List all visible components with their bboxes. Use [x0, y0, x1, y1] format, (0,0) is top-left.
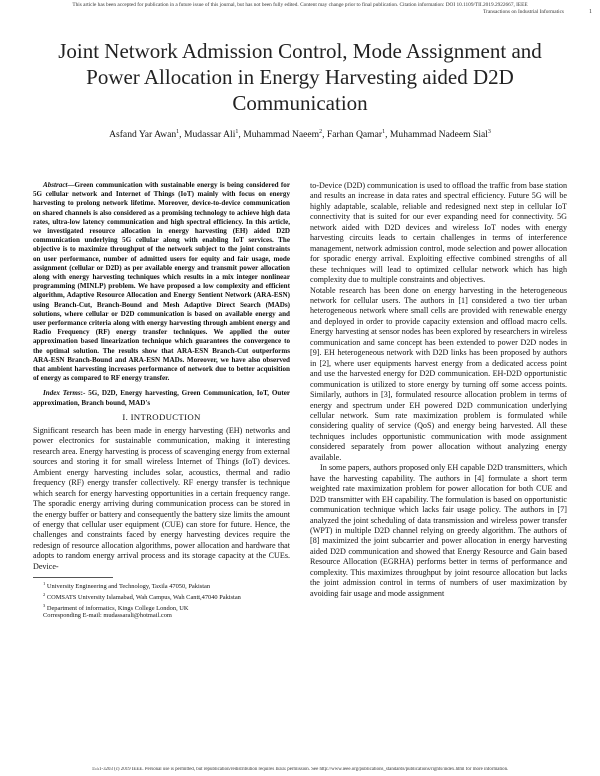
paper-title: Joint Network Admission Control, Mode Assignment and Power Allocation in Energy Harvesting aided D2D Communication	[58, 39, 542, 115]
page-number: 1	[589, 9, 592, 15]
author-affil: 2	[319, 129, 323, 135]
author-name: Farhan Qamar	[326, 129, 383, 141]
footnote-mark: 2	[43, 591, 46, 597]
index-terms-label: Index Terms	[43, 389, 81, 398]
author-name: Mudassar Ali	[183, 129, 236, 141]
journal-name: Transactions on Industrial Informatics	[483, 8, 564, 15]
author-name: Asfand Yar Awan	[109, 129, 177, 141]
footnote-text: University Engineering and Technology, Taxila 47050, Pakistan	[46, 583, 211, 591]
intro-paragraph: Significant research has been made in energy harvesting (EH) networks and power electronics for sustainable communication, making it interesting research area. Energy harvesting is process of scavenging energy from external sources and storing it for small wireless Internet of Things (IoT) devices. Ambient energy harvesting includes solar, acoustics, thermal and radio frequency (RF) energy transfer collectively. RF energy transfer is technique which search for energy harvesting opportunities in a certain frequency range. The sporadic energy arriving during communication process can be stored in the energy buffer or battery and consequently the battery size limits the amount of energy that cellular user equipment (CUE) can store for future. Hence, the challenges and constraints faced by energy harvesting devices require the redesign of resource allocation algorithms, power allocation and hardware that adopts to random energy arrival process and its storage capacity at the CUEs. Device-	[33, 425, 290, 571]
footnote-mark: 3	[43, 602, 46, 608]
section-heading: I. INTRODUCTION	[122, 411, 201, 422]
author-name: Muhammad Naeem	[243, 129, 320, 141]
abstract	[33, 181, 290, 383]
author-affil: 1	[176, 129, 180, 135]
body-paragraph: In some papers, authors proposed only EH capable D2D transmitters, which have the harvesting capability. The authors in [4] formulate a short term weighted rate maximization problem for power allocation for both CUE and D2D transmitter with EH capability. The formulation is based on opportunistic communication technique which lacks fair usage policy. The authors in [7] analyzed the joint scheduling of data transmission and wireless power transfer (WPT) in multiple D2D channel relying on greedy algorithm. The authors of [8] maximized the joint subcarrier and power allocation in energy harvesting aided D2D communication and showed that Energy Resource and Gain based Resource Allocation (EGRHA) performs better in terms of performance and complexity. This maximizes throughput by joint resource allocation but lacks the joint admission control in terms of numbers of user maximization by avoiding fair usage and mode assignment	[310, 463, 567, 598]
footnote	[33, 580, 290, 591]
author-affil: 1	[235, 129, 239, 135]
right-column	[310, 181, 567, 599]
body-paragraph: Notable research has been done on energy harvesting in the heterogeneous network for cellular users. The authors in [1] considered a two tier urban heterogeneous network where small cells are provided with renewable energy and deployed in order to provide capacity extension and offload macro cells. Energy harvesting at sensor nodes has been explored by researchers in wireless communication and same concept has been extended to power D2D nodes in [9]. EH heterogeneous network with D2D links has been proposed by authors in [2], where user equipments harvest energy from a dedicated access point and use the harvested energy for D2D communication. EH-D2D opportunistic communication is utilized to store energy by turning off some access points. Similarly, authors in [3], formulated resource allocation problem in terms of energy and spectrum under EH powered D2D communication underlying cellular network. Sum rate maximization problem is formulated while considering quality of service (QoS) and energy being harvested. All these techniques includes opportunistic communication with mode assignment considered separately from power allocation without analyzing energy available.	[310, 285, 567, 462]
author-affil: 3	[487, 129, 491, 135]
author-list: Asfand Yar Awan$^1$, Mudassar Ali$^1$, Muhammad Naeem$^2$, Farhan Qamar$^1$, Muhammad Nadeem Sial$^3$	[109, 129, 491, 141]
footnote	[33, 591, 290, 602]
footnote-text: COMSATS University Islamabad, Wah Campus, Wah Cantt,47040 Pakistan	[46, 594, 241, 602]
author-name: Muhammad Nadeem Sial	[389, 129, 488, 141]
body-paragraph: to-Device (D2D) communication is used to offload the traffic from base station and results an increase in data rates and spectral efficiency. Future 5G will be highly adaptable, scalable, reliable and redesigned next step in cellular IoT connectivity that is suited for our ever expanding need for connectivity. 5G network aided with D2D devices and wireless IoT nodes with energy harvesting circuits leads to certain challenges in terms of interference management, network admission control, mode selection and power allocation for sporadic energy arrival. Exploiting effective combined strengths of all these techniques will lead to optimized cellular network which has high complexity due to multiple constraints and objectives.	[310, 181, 567, 285]
notice-line: This article has been accepted for publication in a future issue of this journal, but has not been fully edited. Content may change prior to final publication. Citation information: DOI 10.1109/TII.2019.2922667, IEEE	[72, 2, 528, 8]
footnote	[33, 602, 290, 613]
publication-notice	[8, 2, 592, 15]
footnote-text: Department of informatics, Kings College London, UK	[46, 604, 189, 612]
abstract-text: —Green communication with sustainable energy is being considered for 5G cellular network and Internet of Things (IoT) mainly with focus on energy harvesting to prolong network lifetime. Moreover, device-to-device communication on shared channels is also considered as a promising technology to achieve high data rates, ultra-low latency communication and high spectral efficiency. In this article, we investigated resource allocation in energy harvesting (EH) aided D2D communication underlying 5G cellular along with enabling IoT services. The objective is to maximize throughput of the network subject to the joint constraints on user performance, number of admitted users for equity and fair usage, mode assignment (cellular or D2D) as per available energy and transmit power allocation along with energy harvesting techniques which results in a mix integer nonlinear programming (MINLP) problem. We have proposed a low complexity and efficient algorithm, Adaptive Resource Allocation and Energy Sentient Network (ARA-ESN) using Branch-Cut, Branch-Bound and Mesh Adaptive Direct Search (MADs) solutions, where cellular or D2D communication is based on available energy and user performance criteria along with energy harvesting through ambient energy and Radio Frequency (RF) energy transfer techniques. We applied the outer approximation based linearization technique which guarantees the convergence to the optimal solution. The results show that ARA-ESN Branch-Cut outperforms ARA-ESN Branch-Bound and ARA-ESN MADs. Moreover, we have also observed that ambient harvesting increases performance of network due to better acquisition of energy as compared to RF energy transfer.	[33, 181, 290, 383]
index-terms-text: :- 5G, D2D, Energy harvesting, Green Communication, IoT, Outer approximation, Branch bound, MAD's	[33, 389, 290, 407]
index-terms	[33, 389, 290, 407]
copyright-footer: 1551-3203 (c) 2019 IEEE. Personal use is permitted, but republication/redistribution requires IEEE permission. See http://www.ieee.org/publications_standards/publications/rights/index.html for more information.	[91, 767, 509, 772]
footnote-divider	[33, 577, 113, 578]
abstract-label: Abstract	[43, 181, 68, 189]
left-column	[33, 181, 290, 620]
corresponding-email: Corresponding E-mail: mudassarali@hotmail.com	[43, 612, 172, 620]
footnote-mark: 1	[43, 581, 46, 587]
author-affil: 1	[382, 129, 386, 135]
